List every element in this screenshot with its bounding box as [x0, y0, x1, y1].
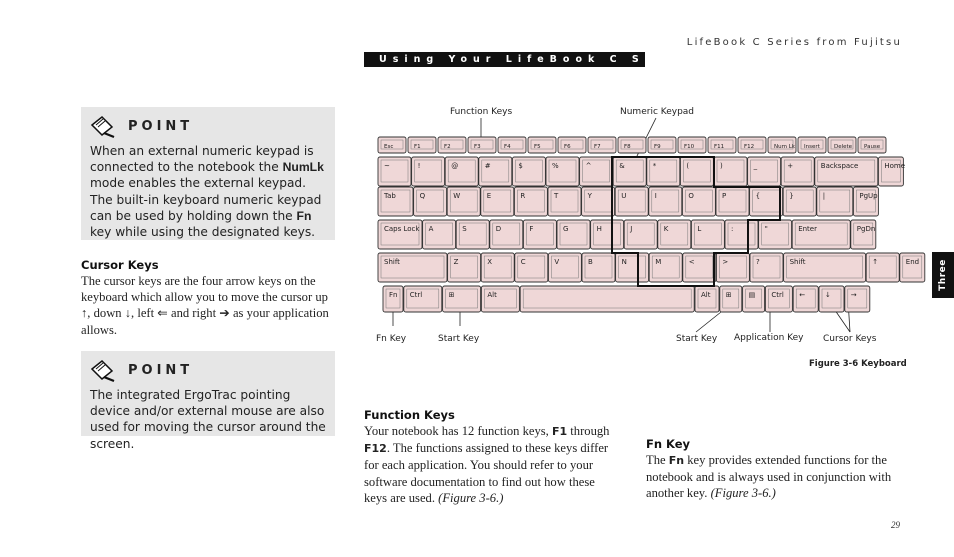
svg-text:Pause: Pause [864, 144, 881, 150]
cursor-keys-title: Cursor Keys [81, 258, 159, 272]
key-row2-4 [514, 187, 547, 216]
key-row5-10 [819, 286, 844, 312]
svg-text:F10: F10 [684, 144, 695, 150]
key-row4-2 [481, 253, 514, 282]
svg-text:F3: F3 [474, 144, 481, 150]
key-3-fnrow [468, 137, 496, 153]
key-row5-6 [720, 286, 742, 312]
callout-function-keys: Function Keys [450, 107, 513, 117]
key-row1-12 [781, 157, 814, 186]
key-row3-7 [624, 220, 657, 249]
key-row5-7 [743, 286, 765, 312]
key-12-fnrow [738, 137, 766, 153]
key-row3-8 [658, 220, 691, 249]
key-row4-3 [515, 253, 548, 282]
svg-text:J: J [630, 225, 633, 233]
svg-text:F4: F4 [504, 144, 511, 150]
svg-text:Num Lk: Num Lk [774, 144, 795, 150]
key-2-fnrow [438, 137, 466, 153]
keyboard-figure [378, 130, 920, 318]
key-row1-4 [512, 157, 545, 186]
svg-text:~: ~ [384, 162, 390, 170]
function-keys-title: Function Keys [364, 408, 455, 422]
svg-text:K: K [663, 225, 669, 233]
callout-fn-key: Fn Key [376, 334, 407, 344]
key-row1-7 [613, 157, 646, 186]
svg-text:A: A [428, 225, 434, 233]
key-0-fnrow [378, 137, 406, 153]
key-row5-2 [443, 286, 481, 312]
function-keys-text: Your notebook has 12 function keys, F1 through F12. The functions assigned to these keys differ for each application. You should refer to your software documentation to find out how these keys are used. (Figure 3-6.) [364, 424, 610, 505]
key-row2-1 [414, 187, 447, 216]
svg-text:Z: Z [453, 258, 459, 266]
svg-text:D: D [495, 225, 502, 233]
key-row2-9 [682, 187, 715, 216]
function-keys-section [364, 408, 612, 506]
svg-text:X: X [487, 258, 492, 266]
svg-text:^: ^ [585, 162, 592, 170]
key-row2-13 [817, 187, 853, 216]
key-6-fnrow [558, 137, 586, 153]
key-row4-6 [616, 253, 649, 282]
key-row1-5 [546, 157, 579, 186]
svg-text:&: & [619, 162, 625, 170]
svg-text:Esc: Esc [384, 144, 394, 150]
arrow-down-icon: ↓ [124, 306, 132, 321]
svg-text:S: S [462, 225, 467, 233]
key-row2-0 [378, 187, 413, 216]
svg-text:): ) [720, 162, 723, 170]
chapter-tab: Three [932, 252, 954, 298]
svg-text:Ctrl: Ctrl [409, 291, 423, 299]
key-16-fnrow [858, 137, 886, 153]
svg-text:Enter: Enter [798, 225, 817, 233]
svg-text:<: < [688, 258, 695, 266]
key-9-fnrow [648, 137, 676, 153]
key-row4-5 [582, 253, 615, 282]
key-13-fnrow [768, 137, 796, 153]
svg-text:F9: F9 [654, 144, 661, 150]
svg-text:>: > [722, 258, 729, 266]
svg-text:}: } [789, 192, 794, 200]
note-pad-icon [90, 359, 116, 381]
svg-text:|: | [822, 192, 826, 200]
svg-text:?: ? [756, 258, 760, 266]
svg-text:%: % [552, 162, 559, 170]
key-14-fnrow [798, 137, 826, 153]
svg-text:M: M [655, 258, 662, 266]
key-row1-14 [878, 157, 905, 186]
key-row3-5 [557, 220, 590, 249]
key-row1-8 [647, 157, 680, 186]
svg-text:←: ← [799, 291, 806, 299]
svg-text:F5: F5 [534, 144, 541, 150]
svg-text:Shift: Shift [789, 258, 806, 266]
callout-start-key-right: Start Key [676, 334, 718, 344]
svg-text:G: G [563, 225, 569, 233]
key-row4-4 [548, 253, 581, 282]
key-row1-9 [680, 157, 713, 186]
svg-text:Backspace: Backspace [820, 162, 859, 170]
key-row1-10 [714, 157, 747, 186]
key-4-fnrow [498, 137, 526, 153]
svg-text:R: R [520, 192, 526, 200]
svg-text:End: End [905, 258, 920, 266]
key-row5-9 [793, 286, 818, 312]
key-row4-10 [750, 253, 783, 282]
svg-text:#: # [484, 162, 491, 170]
svg-text:Tab: Tab [384, 192, 396, 200]
callout-cursor-keys: Cursor Keys [823, 334, 877, 344]
numlk-key-text: NumLk [282, 160, 324, 175]
key-row4-9 [716, 253, 749, 282]
svg-text:+: + [787, 162, 794, 170]
svg-text:F7: F7 [594, 144, 601, 150]
key-row1-13 [815, 157, 878, 186]
svg-text:P: P [722, 192, 727, 200]
key-row4-7 [649, 253, 682, 282]
key-row3-12 [792, 220, 850, 249]
svg-text:$: $ [518, 162, 523, 170]
svg-text:V: V [554, 258, 560, 266]
cursor-keys-text: The cursor keys are the four arrow keys on the keyboard which allow you to move the cursor up ↑, down ↓, left ⇐ and right ➔ as your application allows. [81, 274, 329, 337]
svg-text:O: O [688, 192, 694, 200]
key-row4-13 [900, 253, 925, 282]
key-row1-1 [412, 157, 445, 186]
key-row3-9 [691, 220, 724, 249]
key-row2-8 [649, 187, 682, 216]
svg-text:(: ( [686, 162, 690, 170]
svg-text:E: E [486, 192, 492, 200]
key-row1-11 [748, 157, 781, 186]
svg-text:→: → [850, 291, 857, 299]
key-row4-11 [784, 253, 866, 282]
key-row1-3 [479, 157, 512, 186]
svg-text:!: ! [417, 162, 421, 170]
svg-text:B: B [588, 258, 593, 266]
svg-text:Y: Y [587, 192, 592, 200]
svg-text:{: { [755, 192, 761, 200]
svg-text:PgDn: PgDn [856, 225, 876, 233]
svg-text:F11: F11 [714, 144, 725, 150]
svg-text:Caps Lock: Caps Lock [384, 225, 420, 233]
svg-text:Delete: Delete [834, 144, 853, 150]
running-header: LifeBook C Series from Fujitsu [686, 37, 902, 48]
key-1-fnrow [408, 137, 436, 153]
key-row4-0 [378, 253, 447, 282]
callout-application-key: Application Key [734, 333, 804, 343]
key-row2-11 [750, 187, 783, 216]
key-row5-11 [845, 286, 870, 312]
key-row2-5 [548, 187, 581, 216]
key-row5-5 [695, 286, 719, 312]
svg-text:N: N [621, 258, 627, 266]
fn-key-title: Fn Key [646, 437, 691, 451]
key-row2-3 [481, 187, 514, 216]
key-row1-2 [445, 157, 478, 186]
point-box-2 [81, 351, 335, 451]
key-row3-6 [591, 220, 624, 249]
key-row3-1 [423, 220, 456, 249]
svg-text:Insert: Insert [804, 144, 820, 150]
callout-start-key-left: Start Key [438, 334, 480, 344]
svg-text::: : [731, 225, 734, 233]
key-row5-3 [481, 286, 519, 312]
key-row4-1 [448, 253, 481, 282]
key-row5-1 [404, 286, 442, 312]
key-row2-12 [783, 187, 816, 216]
svg-text:PgUp: PgUp [859, 192, 878, 200]
key-row5-0 [383, 286, 403, 312]
key-8-fnrow [618, 137, 646, 153]
svg-text:H: H [596, 225, 602, 233]
arrow-up-icon: ↑ [81, 306, 88, 321]
key-10-fnrow [678, 137, 706, 153]
key-row4-12 [866, 253, 899, 282]
svg-text:F1: F1 [414, 144, 421, 150]
svg-text:↓: ↓ [825, 291, 831, 299]
svg-text:": " [764, 225, 768, 233]
svg-text:C: C [520, 258, 526, 266]
svg-text:⊞: ⊞ [725, 291, 732, 299]
svg-text:▤: ▤ [748, 291, 756, 299]
svg-text:Q: Q [419, 192, 426, 200]
key-row1-6 [580, 157, 613, 186]
svg-text:F6: F6 [564, 144, 571, 150]
svg-text:Alt: Alt [487, 291, 497, 299]
svg-text:↑: ↑ [872, 258, 879, 266]
fn-key-text: The Fn key provides extended functions for the notebook and is always used in conjunction with another key. (Figure 3-6.) [646, 453, 892, 501]
key-row3-0 [378, 220, 422, 249]
key-row3-2 [456, 220, 489, 249]
svg-text:Home: Home [884, 162, 906, 170]
svg-text:F12: F12 [744, 144, 755, 150]
cursor-keys-section [81, 258, 337, 338]
key-15-fnrow [828, 137, 856, 153]
point-label: POINT [128, 118, 194, 134]
svg-text:U: U [621, 192, 627, 200]
key-row5-4 [520, 286, 694, 312]
key-row2-14 [853, 187, 878, 216]
svg-text:F8: F8 [624, 144, 631, 150]
point-box-1 [81, 107, 335, 240]
key-row3-11 [759, 220, 792, 249]
point-text-2: The integrated ErgoTrac pointing device and/or external mouse are also used for moving the cursor around the screen. [90, 388, 326, 451]
key-row4-8 [683, 253, 716, 282]
svg-text:*: * [652, 162, 657, 170]
figure-caption: Figure 3-6 Keyboard [809, 359, 907, 369]
key-row3-4 [523, 220, 556, 249]
point-label: POINT [128, 362, 194, 378]
key-11-fnrow [708, 137, 736, 153]
svg-text:T: T [554, 192, 559, 200]
key-row2-10 [716, 187, 749, 216]
svg-text:@: @ [451, 162, 459, 170]
section-bar: Using Your LifeBook C Series [364, 52, 645, 67]
svg-text:Shift: Shift [384, 258, 400, 266]
svg-text:Alt: Alt [701, 291, 711, 299]
svg-text:I: I [654, 192, 657, 200]
key-row1-0 [378, 157, 411, 186]
key-row5-8 [765, 286, 792, 312]
note-pad-icon [90, 115, 116, 137]
svg-text:W: W [453, 192, 461, 200]
key-7-fnrow [588, 137, 616, 153]
key-row2-6 [582, 187, 615, 216]
point-text-1: When an external numeric keypad is connected to the notebook the NumLk mode enables the external keypad. The built-in keyboard numeric keypad can be used by holding down the Fn key while using the designated keys. [90, 144, 324, 240]
callout-numeric-keypad: Numeric Keypad [620, 107, 695, 117]
fn-key-text: Fn [296, 208, 312, 223]
svg-text:_: _ [753, 162, 758, 170]
key-5-fnrow [528, 137, 556, 153]
key-row3-10 [725, 220, 758, 249]
key-row2-2 [447, 187, 480, 216]
svg-text:F2: F2 [444, 144, 451, 150]
key-row3-3 [490, 220, 523, 249]
svg-text:F: F [529, 225, 534, 233]
key-row3-13 [851, 220, 876, 249]
svg-text:Fn: Fn [389, 291, 398, 299]
svg-text:⊞: ⊞ [448, 291, 455, 299]
svg-text:Ctrl: Ctrl [771, 291, 784, 299]
svg-text:L: L [697, 225, 702, 233]
arrow-left-icon: ⇐ [157, 306, 168, 321]
key-row2-7 [615, 187, 648, 216]
arrow-right-icon: ➔ [219, 306, 230, 321]
page-number: 29 [891, 520, 900, 530]
fn-key-section [646, 437, 904, 502]
